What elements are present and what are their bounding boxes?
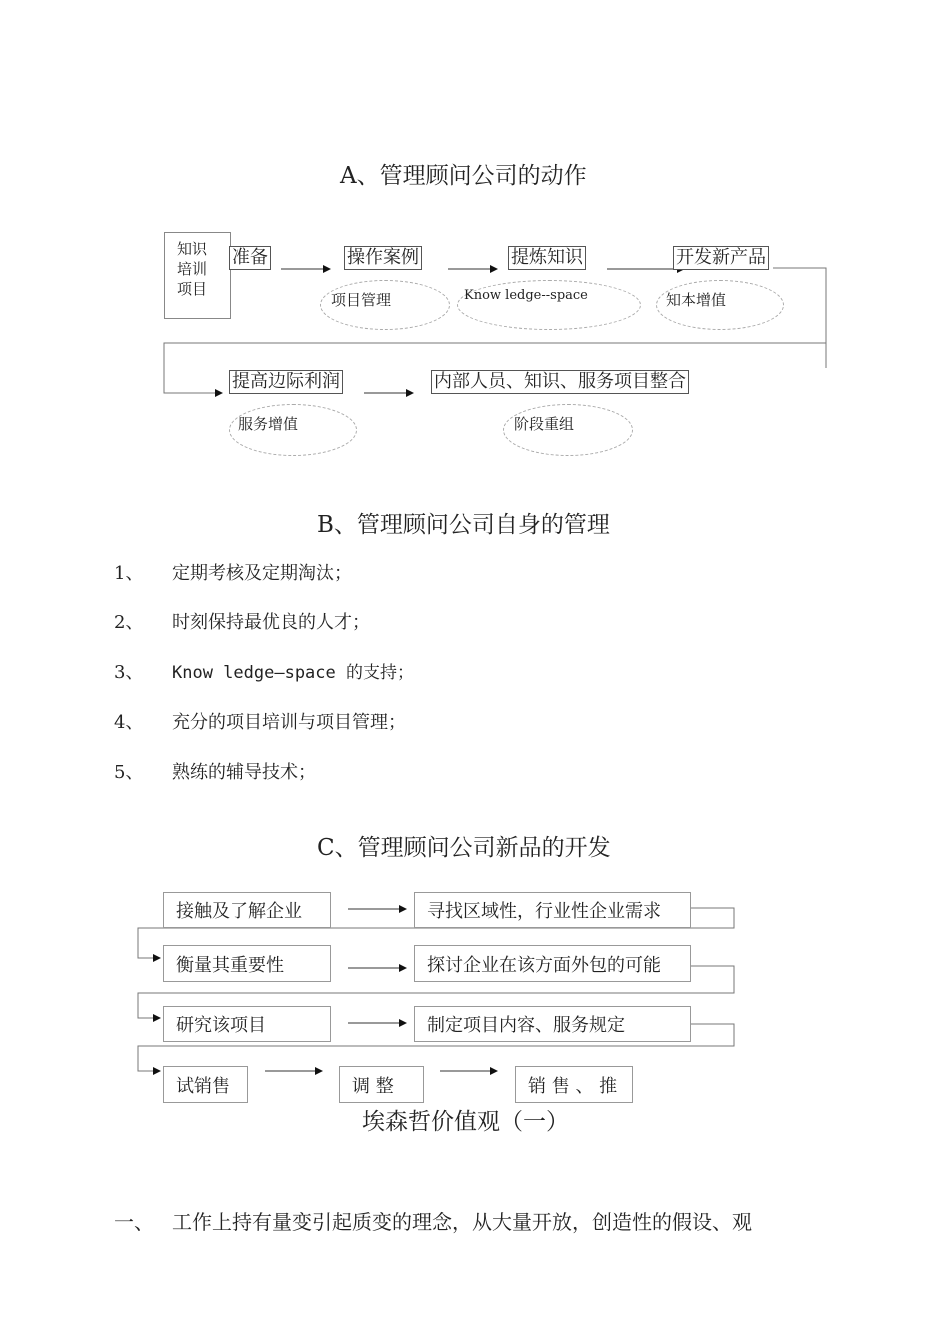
product-step-define: 制定项目内容、服务规定: [414, 1006, 691, 1042]
list-item-num: 2、: [114, 612, 144, 633]
product-step-contact: 接触及了解企业: [163, 892, 331, 928]
flow-step-develop: 开发新产品: [673, 246, 769, 270]
section-b-title: B、管理顾问公司自身的管理: [317, 512, 610, 538]
ellipse-label-knowledge-space: Know ledge--space: [464, 288, 588, 303]
section-a-title: A、管理顾问公司的动作: [340, 163, 587, 189]
flow-step-integrate: 内部人员、知识、服务项目整合: [431, 370, 689, 394]
ellipse-label-knowledge-value: 知本增值: [666, 291, 727, 309]
product-step-adjust: 调 整: [339, 1066, 424, 1103]
paragraph-text: 工作上持有量变引起质变的理念，从大量开放，创造性的假设、观: [172, 1210, 752, 1234]
list-item-text: 时刻保持最优良的人才；: [172, 612, 370, 633]
list-item-num: 3、: [114, 662, 144, 683]
section-d-title: 埃森哲价值观（一）: [362, 1109, 569, 1135]
paragraph-num: 一、: [114, 1210, 154, 1234]
list-item-text: Know ledge—space 的支持；: [172, 663, 414, 683]
list-item-num: 1、: [114, 563, 144, 584]
product-step-find-demand: 寻找区域性，行业性企业需求: [414, 892, 691, 928]
product-step-weigh: 衡量其重要性: [163, 945, 331, 982]
flow-step-profit: 提高边际利润: [229, 370, 343, 394]
product-step-promote: 销 售 、 推: [515, 1066, 633, 1103]
list-item-num: 4、: [114, 712, 144, 733]
flow-step-refine: 提炼知识: [508, 246, 586, 270]
section-c-title: C、管理顾问公司新品的开发: [317, 835, 611, 861]
ellipse-label-stage-reorg: 阶段重组: [514, 415, 575, 433]
product-step-trial-sale: 试销售: [163, 1066, 248, 1103]
product-step-outsource: 探讨企业在该方面外包的可能: [414, 945, 691, 982]
list-item-text: 熟练的辅导技术；: [172, 762, 316, 783]
list-item-num: 5、: [114, 762, 144, 783]
product-step-research: 研究该项目: [163, 1006, 331, 1042]
flow-step-case: 操作案例: [344, 246, 422, 270]
ellipse-label-service-value: 服务增值: [238, 415, 299, 433]
flow-step-prepare: 准备: [229, 246, 271, 270]
list-item-text: 充分的项目培训与项目管理；: [172, 712, 406, 733]
ellipse-label-project-mgmt: 项目管理: [331, 291, 392, 309]
list-item-text: 定期考核及定期淘汰；: [172, 563, 352, 584]
flow-start-box: 知识 培训 项目: [164, 232, 231, 319]
